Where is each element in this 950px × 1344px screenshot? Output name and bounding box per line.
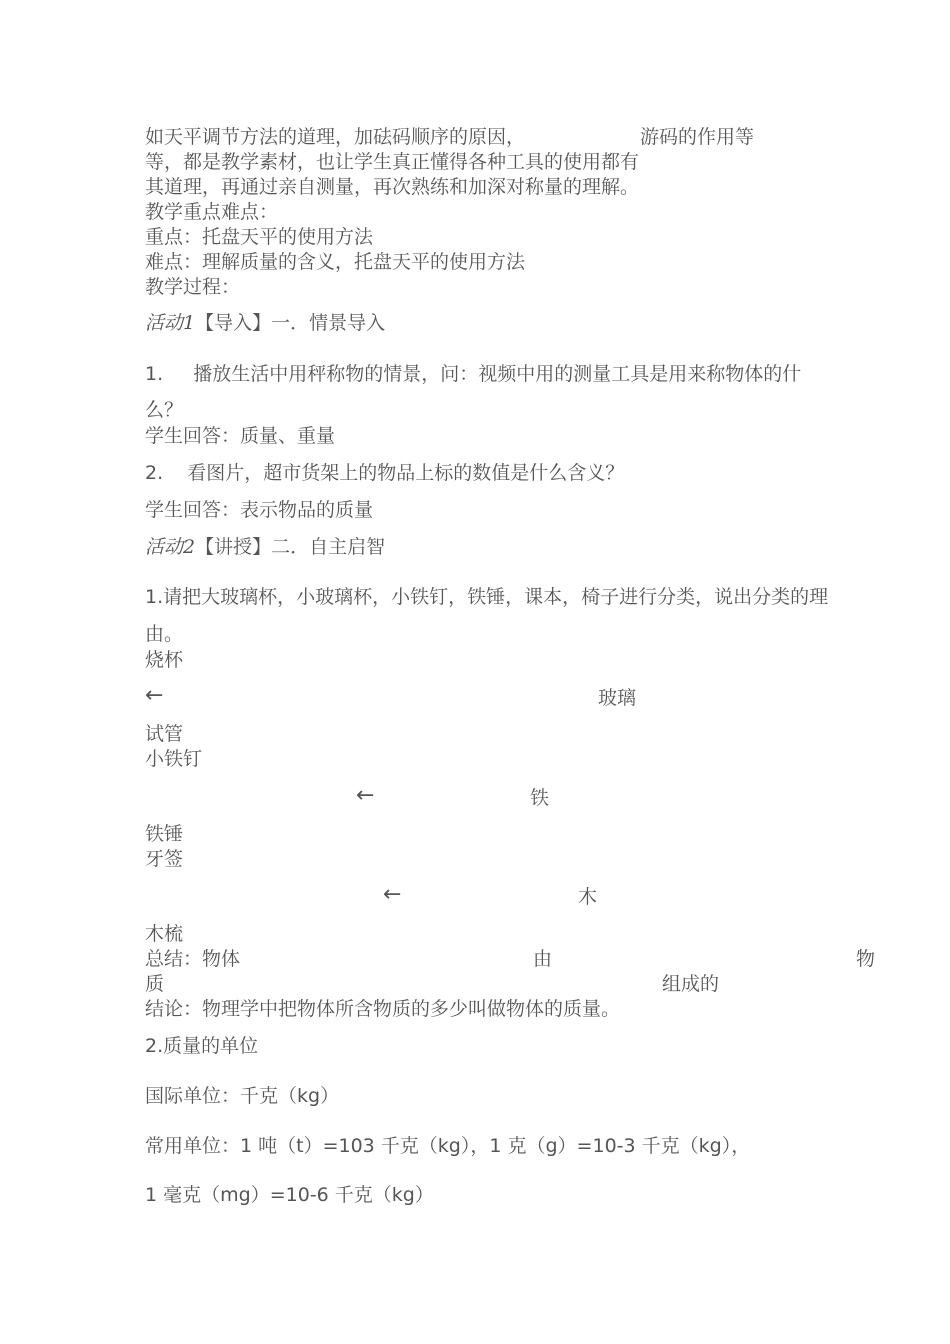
question-2-text: 看图片，超市货架上的物品上标的数值是什么含义？ xyxy=(187,462,625,484)
activity-1-heading xyxy=(145,311,385,335)
wood-item-toothpick: 牙签 xyxy=(145,848,184,870)
conclusion: 结论：物理学中把物体所含物质的多少叫做物体的质量。 xyxy=(145,998,621,1020)
material-iron: 铁 xyxy=(530,787,550,809)
intro-line-1-a: 如天平调节方法的道理，加砝码顺序的原因， xyxy=(145,126,526,148)
summary-part-4: 质 xyxy=(145,973,165,995)
iron-item-hammer: 铁锤 xyxy=(145,823,184,845)
question-1-text: 播放生活中用秤称物的情景，问：视频中用的测量工具是用来称物体的什 xyxy=(193,363,802,385)
intro-line-1 xyxy=(145,125,525,149)
wood-item-comb: 木梳 xyxy=(145,923,184,945)
answer-1: 学生回答：质量、重量 xyxy=(145,425,336,447)
intro-line-2: 等，都是教学素材，也让学生真正懂得各种工具的使用都有 xyxy=(145,151,640,173)
question-2-number: 2. xyxy=(145,462,164,484)
activity-1-label: 活动1 xyxy=(145,312,196,334)
question-1 xyxy=(145,362,801,386)
summary-part-5: 组成的 xyxy=(662,973,720,995)
summary-part-1: 总结：物体 xyxy=(145,948,241,970)
question-1-number: 1. xyxy=(145,363,164,385)
classification-task-continued: 由。 xyxy=(145,623,184,645)
answer-2: 学生回答：表示物品的质量 xyxy=(145,499,374,521)
left-arrow-icon: ← xyxy=(356,783,375,808)
summary-part-2: 由 xyxy=(533,948,553,970)
common-units-line-1: 常用单位：1 吨（t）=103 千克（kg），1 克（g）=10-3 千克（kg）， xyxy=(145,1135,751,1157)
focus-point: 重点：托盘天平的使用方法 xyxy=(145,226,374,248)
units-heading: 2.质量的单位 xyxy=(145,1035,259,1057)
key-points-heading: 教学重点难点： xyxy=(145,201,279,223)
iron-item-nail: 小铁钉 xyxy=(145,748,203,770)
glass-item-test-tube: 试管 xyxy=(145,723,184,745)
activity-2-label: 活动2 xyxy=(145,536,196,558)
teaching-process-heading: 教学过程： xyxy=(145,276,241,298)
material-glass: 玻璃 xyxy=(598,687,637,709)
si-unit: 国际单位：千克（kg） xyxy=(145,1085,340,1107)
activity-1-title: 【导入】一．情景导入 xyxy=(195,312,386,334)
activity-2-heading xyxy=(145,535,385,559)
question-2 xyxy=(145,461,624,485)
classification-task: 1.请把大玻璃杯，小玻璃杯，小铁钉，铁锤，课本，椅子进行分类，说出分类的理 xyxy=(145,586,829,608)
common-units-line-2: 1 毫克（mg）=10-6 千克（kg） xyxy=(145,1184,434,1206)
left-arrow-icon: ← xyxy=(383,882,402,907)
glass-item-beaker: 烧杯 xyxy=(145,649,184,671)
summary-part-3: 物 xyxy=(856,948,876,970)
activity-2-title: 【讲授】二．自主启智 xyxy=(195,536,386,558)
difficulty-point: 难点：理解质量的含义，托盘天平的使用方法 xyxy=(145,251,526,273)
question-1-continued: 么？ xyxy=(145,399,184,421)
left-arrow-icon: ← xyxy=(145,683,164,708)
intro-line-1-b: 游码的作用等 xyxy=(640,126,755,148)
intro-line-3: 其道理，再通过亲自测量，再次熟练和加深对称量的理解。 xyxy=(145,176,640,198)
material-wood: 木 xyxy=(578,886,598,908)
